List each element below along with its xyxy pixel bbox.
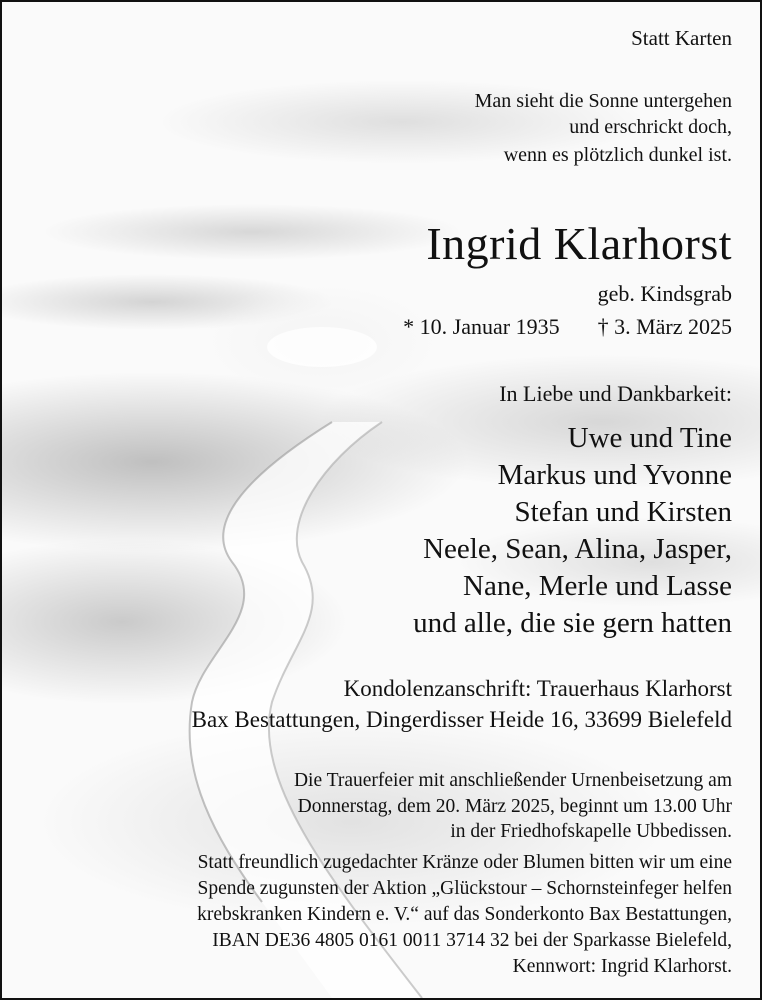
mourner-line: Neele, Sean, Alina, Jasper, bbox=[423, 533, 732, 565]
donation-line: Statt freundlich zugedachter Kränze oder Blumen bitten wir um eine bbox=[197, 852, 732, 873]
ceremony-line: Donnerstag, dem 20. März 2025, beginnt um 13.00 Uhr bbox=[297, 796, 732, 817]
mourner-line: Markus und Yvonne bbox=[497, 459, 732, 491]
poem-line: wenn es plötzlich dunkel ist. bbox=[503, 144, 732, 166]
deceased-name: Ingrid Klarhorst bbox=[426, 218, 732, 269]
ceremony-line: in der Friedhofskapelle Ubbedissen. bbox=[450, 821, 732, 842]
condolence-address: Bax Bestattungen, Dingerdisser Heide 16, 33699 Bielefeld bbox=[191, 707, 732, 732]
mourners-intro: In Liebe und Dankbarkeit: bbox=[499, 381, 732, 406]
mourner-line: Stefan und Kirsten bbox=[514, 496, 732, 528]
maiden-name: geb. Kindsgrab bbox=[597, 281, 732, 306]
birth-date: * 10. Januar 1935 bbox=[403, 314, 560, 339]
mourner-line: und alle, die sie gern hatten bbox=[413, 607, 732, 639]
poem-line: Man sieht die Sonne untergehen bbox=[474, 90, 732, 112]
header-statt-karten: Statt Karten bbox=[631, 26, 732, 50]
life-dates bbox=[403, 314, 732, 340]
death-date: † 3. März 2025 bbox=[597, 314, 732, 339]
donation-line: IBAN DE36 4805 0161 0011 3714 32 bei der Sparkasse Bielefeld, bbox=[212, 930, 732, 951]
mourner-line: Nane, Merle und Lasse bbox=[463, 570, 732, 602]
donation-line: Kennwort: Ingrid Klarhorst. bbox=[512, 956, 732, 977]
donation-line: Spende zugunsten der Aktion „Glückstour – Schornsteinfeger helfen bbox=[197, 878, 732, 899]
mourner-line: Uwe und Tine bbox=[567, 422, 732, 454]
donation-line: krebskranken Kindern e. V.“ auf das Sonderkonto Bax Bestattungen, bbox=[197, 904, 732, 925]
poem-line: und erschrickt doch, bbox=[569, 116, 732, 138]
ceremony-line: Die Trauerfeier mit anschließender Urnenbeisetzung am bbox=[293, 770, 732, 791]
condolence-address: Kondolenzanschrift: Trauerhaus Klarhorst bbox=[343, 676, 732, 701]
